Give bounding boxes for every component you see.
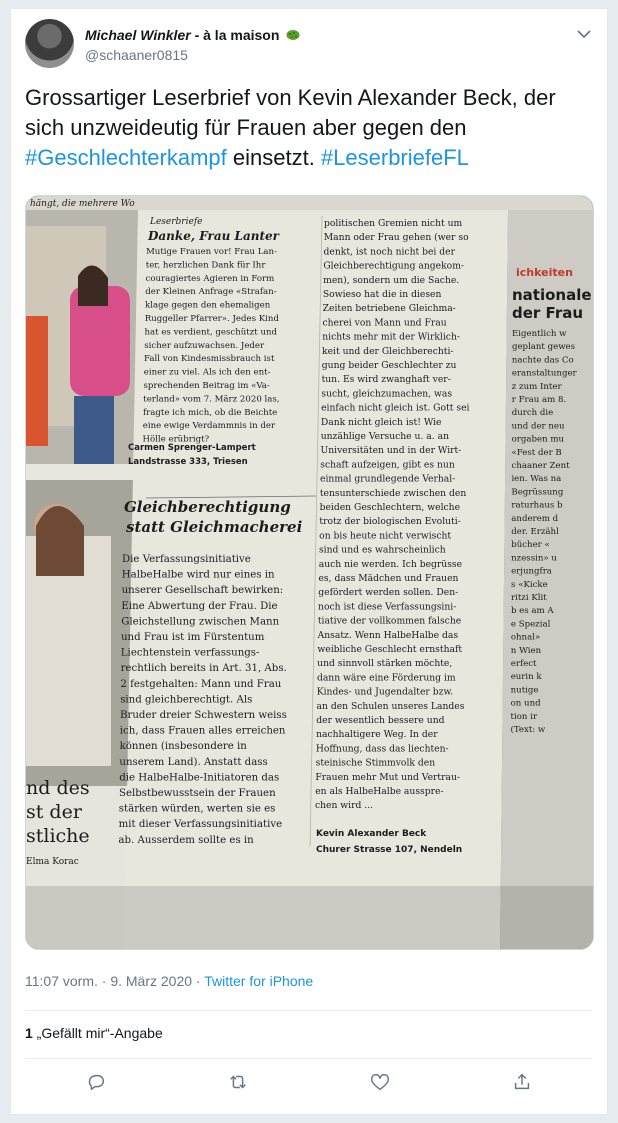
right-page-line: nzessin» u	[511, 553, 557, 564]
right-page-line: eurin k	[510, 672, 542, 683]
letter-2-line: stärken würden, werten sie es	[118, 803, 276, 815]
right-page-line: nachte das Co	[511, 355, 574, 366]
letter-2-line: schaft aufzeigen, gibt es nun	[320, 459, 455, 471]
letter-1-line: klage gegen den ehemaligen	[145, 300, 271, 311]
letter-2-line: Die Verfassungsinitiative	[122, 554, 251, 565]
hashtag-link[interactable]: #LeserbriefeFL	[320, 145, 469, 170]
letter-2-line: cherei von Mann und Frau	[322, 317, 447, 329]
letter-2-line: Universitäten und in der Wirt-	[320, 445, 462, 457]
right-page-line: b es am A	[510, 606, 554, 617]
letter-2-line: politischen Gremien nicht um	[324, 218, 463, 229]
letter-1-line: Hölle erübrigt?	[142, 434, 210, 445]
letter-2-line: Eine Abwertung der Frau. Die	[121, 600, 278, 612]
letter-1-signature: Carmen Sprenger-Lampert	[128, 443, 256, 453]
letter-2-line: mit dieser Verfassungsinitiative	[118, 819, 283, 831]
letter-1-headline: Danke, Frau Lanter	[148, 229, 279, 243]
retweet-button[interactable]	[220, 1067, 256, 1097]
letter-1-line: Fall von Kindesmissbrauch ist	[144, 354, 275, 365]
letter-2-line: ab. Ausserdem sollte es in	[118, 834, 254, 846]
like-count-label: „Gefällt mir“-Angabe	[32, 1025, 163, 1041]
letter-2-line: Sowieso hat die in diesen	[322, 289, 442, 300]
right-page-line: und der neu	[511, 421, 565, 432]
timestamp[interactable]: 11:07 vorm. · 9. März 2020 ·	[25, 973, 205, 989]
avatar[interactable]	[25, 19, 74, 68]
letter-2-line: tiative der vollkommen falsche	[317, 615, 462, 627]
paper-section-label: Leserbriefe	[150, 217, 203, 227]
letter-2-line: Selbstbewusstsein der Frauen	[119, 788, 276, 799]
right-headline-line: nationale	[512, 286, 592, 304]
tweet-text-part: Grossartiger Leserbrief von Kevin Alexander Beck, der sich unzweideutig für Frauen aber gegen den	[25, 85, 556, 140]
letter-2-line: unserem Land). Anstatt dass	[119, 756, 268, 768]
right-page-line: Eigentlich w	[512, 329, 567, 339]
newspaper-photo	[26, 196, 594, 950]
letter-1-line: einer zu viel. Als ich den ent-	[143, 367, 271, 378]
right-page-line: «Fest der B	[511, 447, 562, 458]
letter-1-line: couragiertes Agieren in Form	[145, 273, 275, 284]
right-page-line: der. Erzähl	[511, 527, 559, 537]
author-handle[interactable]: @schaaner0815	[85, 47, 188, 63]
right-page-line: n Wien	[510, 645, 542, 656]
letter-2-line: können (insbesondere in	[119, 741, 247, 753]
letter-2-line: die HalbeHalbe-Initiatoren das	[119, 772, 280, 784]
tweet-card	[10, 8, 608, 1115]
letter-2-line: der wesentlich bessere und	[316, 715, 445, 726]
divider	[25, 1010, 593, 1011]
letter-1-line: sprechenden Beitrag im «Va-	[143, 381, 270, 391]
letter-2-line: 2 festgehalten: Mann und Frau	[120, 678, 282, 690]
divider	[25, 1058, 593, 1059]
left-credit: Elma Korac	[26, 857, 79, 867]
heart-icon	[369, 1071, 391, 1093]
letter-2-line: Zeiten betriebene Gleichma-	[322, 303, 456, 315]
chevron-down-icon[interactable]	[575, 25, 593, 43]
right-page-line: orgaben mu	[511, 434, 565, 445]
right-page-line: erfect	[510, 659, 537, 669]
letter-2-line: unserer Gesellschaft bewirken:	[121, 585, 284, 597]
author-status: - à la maison	[190, 27, 280, 43]
letter-2-line: Gleichberechtigung angekom-	[323, 260, 465, 272]
letter-2-line: denkt, ist noch nicht bei der	[323, 246, 456, 258]
letter-2-line: Hoffnung, dass das liechten-	[315, 743, 449, 755]
letter-2-line: Bruder dreier Schwestern weiss	[120, 710, 287, 721]
reply-icon	[85, 1071, 107, 1093]
letter-2-line: rechtlich bereits in Art. 31, Abs.	[120, 663, 287, 675]
letter-2-headline-line-1: Gleichberechtigung	[124, 498, 291, 516]
tweet-text-part: einsetzt.	[226, 145, 321, 170]
letter-2-line: tun. Es wird zwanghaft ver-	[321, 374, 451, 386]
letter-2-line: sind gleichberechtigt. Als	[120, 694, 253, 706]
tweet-photo[interactable]	[25, 195, 594, 950]
left-fragment-line: nd des	[26, 777, 90, 799]
right-headline-line: der Frau	[512, 304, 584, 322]
letter-2-line: es, dass Mädchen und Frauen	[318, 573, 459, 584]
right-page-line: Begrüssung	[511, 487, 564, 498]
right-page-line: erjungfra	[511, 566, 552, 577]
letter-1-line: Mutige Frauen vor! Frau Lan-	[146, 247, 277, 257]
author-display-name: Michael Winkler	[85, 27, 191, 43]
right-section-label: ichkeiten	[516, 266, 573, 279]
right-page-line: ien. Was na	[511, 474, 562, 485]
right-page-line: z zum Inter	[511, 381, 562, 392]
tweet-meta	[25, 973, 313, 989]
letter-2-line: Liechtenstein verfassungs-	[120, 647, 260, 659]
like-count-value: 1	[25, 1025, 33, 1041]
letter-2-line: noch ist diese Verfassungsini-	[318, 601, 457, 613]
letter-2-headline-line-2: statt Gleichmacherei	[126, 518, 303, 536]
right-page-line: raturhaus b	[511, 500, 563, 511]
letter-2-line: an den Schulen unseres Landes	[316, 700, 465, 712]
letter-1-line: der Kleinen Anfrage «Strafan-	[145, 287, 277, 298]
letter-2-address: Churer Strasse 107, Nendeln	[316, 845, 463, 855]
left-fragment-line: st der	[26, 801, 82, 823]
right-page-line: r Frau am 8.	[511, 395, 567, 405]
paper-top-strip: hängt, die mehrere Wo	[30, 199, 135, 209]
like-button[interactable]	[362, 1067, 398, 1097]
retweet-icon	[227, 1071, 249, 1093]
left-fragment-line: stliche	[26, 825, 90, 847]
letter-2-line: sind und es wahrscheinlich	[318, 544, 446, 556]
letter-2-line: en als HalbeHalbe ausspre-	[315, 786, 444, 797]
letter-2-line: Ansatz. Wenn HalbeHalbe das	[317, 629, 459, 641]
virus-emoji-icon	[285, 28, 301, 42]
hashtag-link[interactable]: #Geschlechterkampf	[25, 145, 227, 170]
letter-1-line: fragte ich mich, ob die Beichte	[143, 407, 278, 418]
letter-1-line: hat es verdient, geschützt und	[144, 327, 278, 338]
letter-2-line: und Frau ist im Fürstentum	[121, 632, 265, 643]
right-page-line: e Spezial	[510, 619, 551, 630]
right-page-line: nutige	[510, 685, 539, 696]
share-icon	[511, 1071, 533, 1093]
right-page-line: durch die	[511, 408, 554, 419]
right-page-line: tion ir	[510, 711, 538, 722]
letter-2-line: tensunterschiede zwischen den	[319, 487, 467, 499]
letter-2-line: weibliche Geschlecht ernsthaft	[317, 644, 463, 655]
right-page-line: geplant gewes	[511, 342, 576, 353]
likes-count[interactable]	[25, 1025, 163, 1041]
right-page-line: ritzi Klit	[511, 593, 547, 603]
right-page-line: ohnal»	[510, 632, 541, 643]
letter-2-line: nachhaltigere Weg. In der	[316, 729, 438, 741]
letter-1-line: Ruggeller Pfarrer». Jedes Kind	[144, 314, 279, 324]
author-name[interactable]	[85, 27, 301, 43]
letter-1-line: sicher aufzuwachsen. Jeder	[144, 340, 265, 351]
letter-2-line: gung beider Geschlechter zu	[321, 360, 457, 371]
letter-2-line: gefördert werden sollen. Den-	[318, 587, 459, 599]
letter-2-line: Dank nicht gleich ist! Wie	[320, 416, 442, 428]
letter-2-line: einfach nicht gleich ist. Gott sei	[321, 402, 470, 414]
right-page-line: chaaner Zent	[511, 461, 570, 471]
letter-1-line: terland» vom 7. März 2020 las,	[143, 394, 280, 405]
right-page-line: bücher «	[511, 540, 550, 551]
tweet-text	[25, 83, 595, 173]
source-link[interactable]: Twitter for iPhone	[204, 973, 314, 989]
letter-2-line: und sinnvoll stärken möchte,	[317, 658, 453, 670]
right-page-line: (Text: w	[510, 725, 546, 735]
letter-2-line: Kindes- und Jugendalter bzw.	[316, 686, 454, 698]
letter-2-line: Gleichstellung zwischen Mann	[121, 616, 280, 628]
letter-2-line: steinische Stimmvolk den	[315, 757, 436, 769]
letter-2-signature: Kevin Alexander Beck	[316, 829, 427, 839]
letter-2-line: on bis heute nicht verwischt	[319, 530, 452, 542]
letter-1-address: Landstrasse 333, Triesen	[128, 457, 248, 467]
letter-2-line: dann wäre eine Förderung im	[316, 672, 456, 684]
letter-2-line: beiden Geschlechtern, welche	[319, 502, 461, 513]
letter-2-line: keit und der Gleichberechti-	[322, 345, 454, 357]
letter-1-line: eine ewige Verdammnis in der	[142, 421, 276, 432]
letter-2-line: Mann oder Frau gehen (wer so	[323, 232, 469, 244]
letter-2-line: auch nie werden. Ich begrüsse	[318, 558, 463, 570]
right-page-line: anderem d	[511, 513, 559, 524]
letter-1-line: ter, herzlichen Dank für Ihr	[145, 260, 266, 271]
letter-2-line: Frauen mehr Mut und Vertrau-	[315, 771, 461, 783]
reply-button[interactable]	[78, 1067, 114, 1097]
letter-2-line: sucht, gleichzumachen, was	[321, 388, 453, 400]
right-page-line: s «Kicke	[511, 579, 548, 590]
letter-2-line: unzählige Versuche u. a. an	[320, 431, 450, 442]
letter-2-line: ich, dass Frauen alles erreichen	[119, 725, 286, 737]
letter-2-line: trotz der biologischen Evoluti-	[319, 516, 461, 528]
letter-2-line: nichts mehr mit der Wirklich-	[322, 331, 460, 343]
right-page-line: eranstaltunger	[511, 368, 577, 379]
letter-2-line: einmal grundlegende Verhal-	[320, 473, 456, 485]
right-page-line: on und	[510, 698, 541, 709]
letter-2-line: men), sondern um die Sache.	[323, 274, 460, 286]
letter-2-line: chen wird ...	[314, 800, 374, 812]
share-button[interactable]	[504, 1067, 540, 1097]
letter-2-line: HalbeHalbe wird nur eines in	[121, 569, 275, 581]
